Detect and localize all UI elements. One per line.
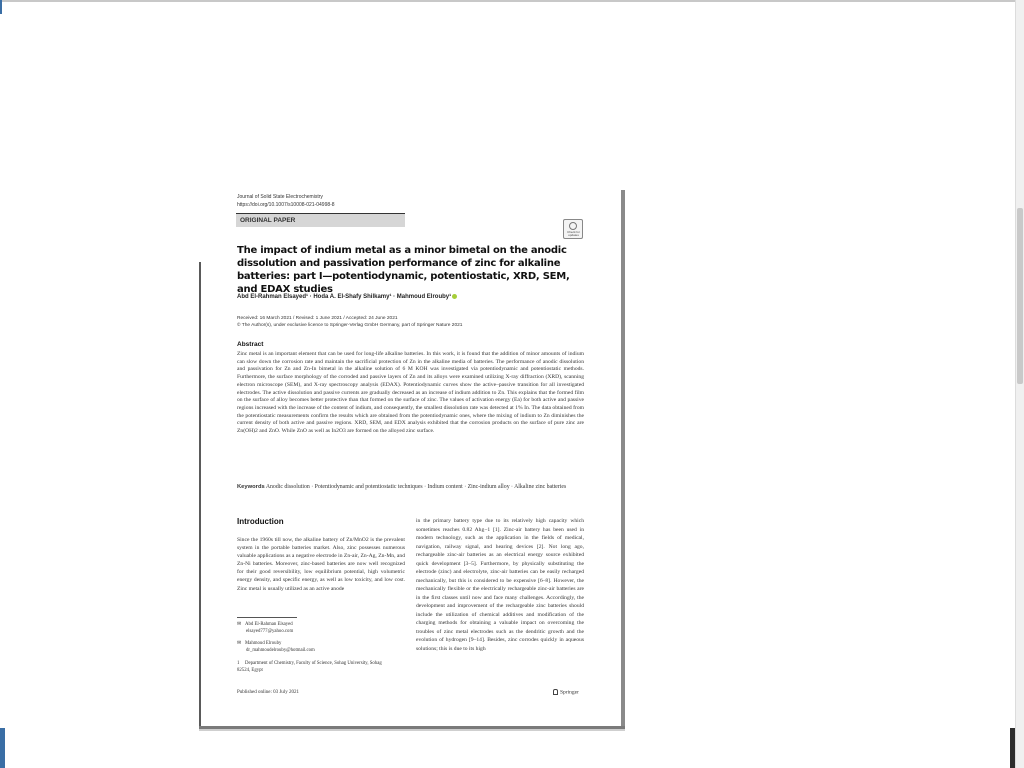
footnote-author-1-name: Abd El-Rahman Elsayed	[245, 622, 293, 627]
published-date: Published online: 03 July 2021	[237, 690, 299, 695]
publisher-name: Springer	[560, 689, 579, 696]
footnote-author-2	[237, 641, 315, 655]
footnote-author-2-name: Mahmoud Elrouby	[245, 641, 282, 646]
introduction-heading: Introduction	[237, 517, 284, 526]
footnote-divider	[237, 617, 297, 618]
author-line	[237, 294, 457, 300]
check-updates-label: Check for updates	[567, 230, 580, 238]
window-top-left-marker	[0, 0, 2, 14]
envelope-icon: ✉	[237, 622, 242, 627]
check-updates-icon	[569, 222, 577, 230]
footnote-author-2-email[interactable]: dr_mahmoudelrouby@hotmail.com	[246, 647, 315, 653]
taskbar-left-edge	[0, 728, 5, 768]
affiliation-text: Department of Chemistry, Faculty of Science, Sohag University, Sohag 82524, Egypt	[237, 661, 382, 673]
article-type-label: ORIGINAL PAPER	[240, 217, 296, 224]
check-for-updates-badge[interactable]	[563, 219, 583, 239]
envelope-icon: ✉	[237, 641, 242, 646]
abstract-text: Zinc metal is an important element that can be used for long-life alkaline batteries. In this work, it is found that the addition of minor amounts of indium can slow down the corrosion rate and maintain the sacrificial protection of Zn in the alkaline media of batteries. The performance of anodic dissolution and passivation for Zn and Zn-In bimetal in the alkaline solution of 6 M KOH was investigated via potentiodynamic and potentiostatic methods. Furthermore, the surface morphology of the corroded and passive layers of Zn and its alloys were examined utilizing X-ray diffraction (XRD), scanning electron microscope (SEM), and X-ray spectroscopy analysis (EDAX). Potentiodynamic curves show the active–passive transition for all investigated electrodes. The active dissolution and passive currents are gradually decreased as an increase of indium addition to Zn. This explains that the formed film on the surface of alloy becomes better protective than that formed on the surface of zinc. The values of activation energy (Ea) for both active and passive regions increased with the increase of the content of indium, and consequently, the smallest dissolution rate was detected at 1% In. The data obtained from the potentiostatic measurements confirm the results which are obtained from the potentiodynamic ones, where the mixing of indium to Zn diminishes the current density of both active and passive regions. XRD, SEM, and EDX analysis exhibited that the corrosion products on the surface of pure zinc are Zn(OH)2 and ZnO. While ZnO as well as In2O3 are formed on the alloyed zinc surface.	[237, 351, 584, 435]
viewport-bottom-shadow	[199, 729, 625, 731]
orcid-icon[interactable]	[452, 294, 457, 299]
copyright-line: © The Author(s), under exclusive licence to Springer-Verlag GmbH Germany, part of Springer Nature 2021	[237, 323, 463, 328]
doi-link[interactable]: https://doi.org/10.1007/s10008-021-04998-8	[237, 202, 335, 208]
publisher-logo	[553, 689, 579, 695]
document-page[interactable]	[201, 186, 621, 726]
footnote-author-1	[237, 622, 293, 636]
paper-title: The impact of indium metal as a minor bimetal on the anodic dissolution and passivation performance of zinc for alkaline batteries: part I—potentiodynamic, potentiostatic, XRD, SEM, and EDAX studies	[237, 245, 570, 295]
footnote-author-1-email[interactable]: elsayed777@yahoo.com	[246, 628, 294, 634]
keywords-block	[237, 483, 584, 492]
viewport-right-border	[621, 190, 625, 730]
keywords-list: Anodic dissolution · Potentiodynamic and potentiostatic techniques · Indium content · Zinc-indium alloy · Alkaline zinc batteries	[264, 484, 567, 490]
keywords-label: Keywords	[237, 484, 265, 490]
author-names: Abd El-Rahman Elsayed¹ · Hoda A. El-Shafy Shilkamy¹ · Mahmoud Elrouby¹	[237, 294, 452, 301]
introduction-right-column: in the primary battery type due to its relatively high capacity which sometimes reaches 0.82 Ahg−1 [1]. Zinc-air battery has been used in modern technology, such as the application in the fields of medical, navigation, railway signal, and hearing devices [2]. Not long ago, rechargeable zinc-air batteries as an electrical energy source exhibited quick development [3–5]. Furthermore, by physically substituting the electrode (zinc) and electrolyte, zinc-air batteries can be easily recharged mechanically, but this is considered to be expensive [6–8]. However, the mechanically flexible or the electrically rechargeable zinc-air batteries are in the first classes until now and face many challenges. Accordingly, the development and improvement of the rechargeable zinc batteries should include the utilization of chemical additives and modification of the charging methods for obtaining a valuable impact on overcoming the troubles of zinc metal electrodes such as the dendritic growth and the evolution of hydrogen [9–14]. Besides, zinc corrodes quickly in aqueous solutions; this is due to its high	[416, 518, 584, 652]
scrollbar-thumb[interactable]	[1017, 208, 1023, 384]
affiliation-marker: 1	[237, 661, 240, 666]
abstract-heading: Abstract	[237, 341, 264, 348]
springer-logo-icon	[553, 689, 558, 695]
article-dates: Received: 16 March 2021 / Revised: 1 June 2021 / Accepted: 24 June 2021	[237, 316, 398, 321]
footnote-affiliation	[237, 661, 387, 675]
journal-name: Journal of Solid State Electrochemistry	[237, 194, 323, 200]
vertical-scrollbar[interactable]	[1015, 0, 1024, 768]
window-top-border	[0, 0, 1024, 2]
introduction-left-column: Since the 1960s till now, the alkaline battery of Zn/MnO2 is the prevalent system in the portable batteries market. Also, zinc possesses numerous valuable applications as a negative electrode in Zn-air, Zn-Ag, Zn-Mn, and Zn-Ni batteries. Moreover, zinc-based batteries are now well recognized for their good reversibility, low equilibrium potential, high volumetric energy density, and specific energy, as well as low toxicity, and low cost. Zinc metal is usually utilized as an active anode	[237, 537, 405, 592]
article-type-banner	[236, 213, 405, 227]
